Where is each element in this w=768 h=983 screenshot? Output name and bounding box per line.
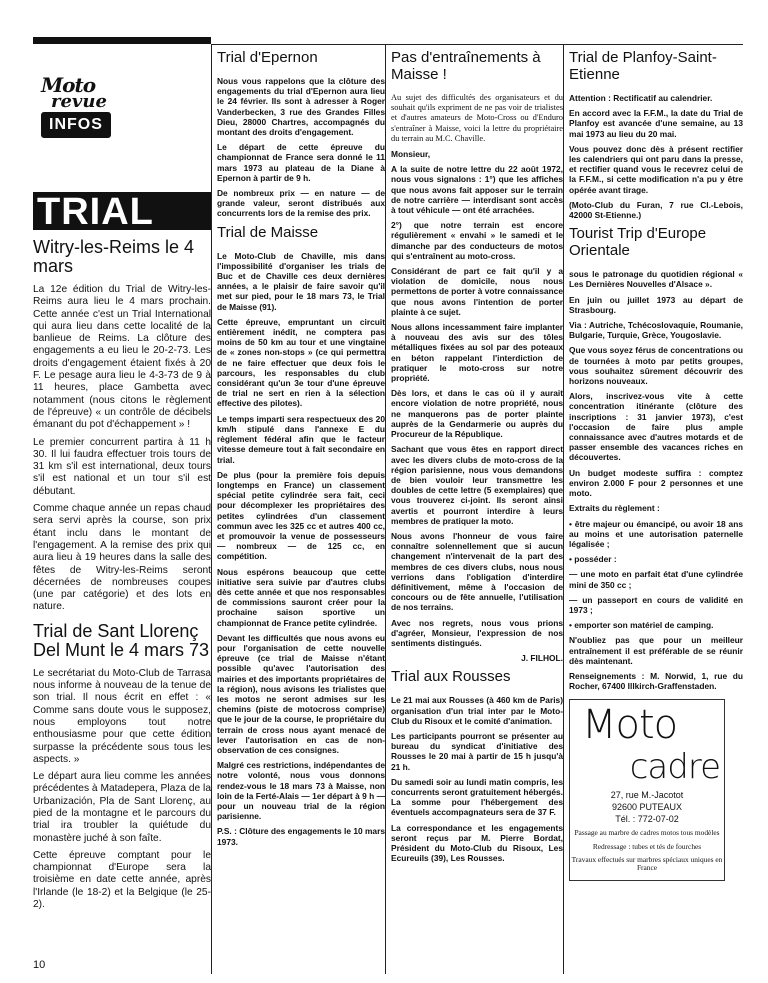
moto-cadre-ad: [569, 699, 725, 881]
tourist-para: Alors, inscrivez-vous vite à cette concentration itinérante (clôture des inscriptions : 31 janvier 1973), c'est l'occasion de faire plus ample connaissance avec d'autres motards et de passer ensemble des vacances riches en découvertes.: [569, 391, 743, 463]
epernon-para: Le départ de cette épreuve du championnat de France sera donné le 11 mars 1973 au plateau de la Diane à Epernon à partir de 9 h.: [217, 142, 385, 183]
tourist-para: En juin ou juillet 1973 au départ de Strasbourg.: [569, 294, 743, 315]
trial-banner: [33, 191, 211, 233]
pas-letter: [391, 149, 563, 663]
ad-line-2: Redressage : tubes et tés de fourches: [592, 841, 702, 851]
maisse-para: De plus (pour la première fois depuis longtemps en France) un classement spécial petite cylindrée sera fait, ceci pour décomplexer les propriétaires des petites cylindrées d'un classement commun avec les 325 cc et autres 400 cc, et promouvoir la venue de possesseurs — nombreux — de 125 cc, en compétition.: [217, 469, 385, 562]
planfoy-para: En accord avec la F.F.M., la date du Trial de Planfoy est avancée d'une semaine, au 13 mai 1973 au lieu du 20 mai.: [569, 108, 743, 139]
logo-line-3: INFOS: [41, 112, 111, 138]
epernon-para: Nous vous rappelons que la clôture des engagements du trial d'Epernon aura lieu le 24 février. Ils sont à adresser à Roger Vanderbecken, 3 rue des Grandes Filles Dieu, 28000 Chartres, accompagnés du montant des droits d'engagement.: [217, 76, 385, 138]
ad-brand-line-1: Moto: [582, 702, 678, 749]
column-3: [385, 44, 563, 974]
maisse-para: P.S. : Clôture des engagements le 10 mars 1973.: [217, 826, 385, 847]
logo-line-1: Moto: [41, 73, 96, 97]
tourist-para: — une moto en parfait état d'une cylindrée mini de 350 cc ;: [569, 569, 743, 590]
ad-brand: [570, 704, 724, 788]
maisse-para: Cette épreuve, empruntant un circuit entièrement inédit, ne comptera pas moins de 50 km au tour et une vingtaine de « zones non-stops » (ce qui permettra de ne faire effectuer que deux fois le parcours, les responsables du club considérant qu'un 3e tour d'une épreuve de trial ne sert en rien à la sélection effective des pilotes).: [217, 316, 385, 409]
ad-address-1: 27, rue M.-Jacotot: [610, 790, 684, 801]
tourist-para: Renseignements : M. Norwid, 1, rue du Rocher, 67400 Illkirch-Graffenstaden.: [569, 670, 743, 692]
tourist-para: Que vous soyez férus de concentrations ou de tournées à moto par petits groupes, vous souhaitez sûrement découvrir des horizons nouveaux.: [569, 345, 743, 387]
pas-para: A la suite de notre lettre du 22 août 1972, nous vous signalons : 1°) que les affiches que nous avons fait apposer sur le terrain de notre carrière — interdisant sont accès à tout véhicule — ont été arrachées.: [391, 164, 563, 216]
tourist-title: Tourist Trip d'Europe Orientale: [569, 225, 707, 260]
column-1: [33, 44, 211, 974]
logo-line-2: revue: [51, 91, 107, 112]
ad-telephone: Tél. : 772-07-02: [615, 814, 679, 825]
column-4: [563, 44, 743, 974]
witry-para: Comme chaque année un repas chaud sera servi après la course, son prix étant inclu dans le montant de l'engagement. A la remise des prix qui aura lieu à 19 heures dans la salle des fêtes de Witry-les-Reims seront décernées de nombreuses coupes (une par catégorie) et des lots en nature.: [33, 503, 211, 613]
column-2: [211, 44, 385, 974]
maisse-para: Nous espérons beaucoup que cette initiative sera suivie par d'autres clubs dès cette année et que nos responsables de commissions sauront créer pour la prochaine saison sportive un championnat de France petite cylindrée.: [217, 566, 385, 628]
rousses-para: Le 21 mai aux Rousses (à 460 km de Paris) organisation d'un trial inter par le Moto-Club du Risoux et le comité d'animation.: [391, 695, 563, 726]
maisse-body: [217, 251, 385, 847]
tourist-para: • être majeur ou émancipé, ou avoir 18 ans au moins et une autorisation paternelle légalisée ;: [569, 518, 743, 549]
pas-intro: [391, 93, 563, 144]
rousses-para: La correspondance et les engagements seront reçus par M. Pierre Bordat, Président du Moto-Club du Risoux, Les Ecureuils (39), Les Rousses.: [391, 822, 563, 864]
pas-title: Pas d'entraînements à Maisse !: [391, 49, 541, 83]
witry-para: La 12e édition du Trial de Witry-les-Reims aura lieu le 4 mars prochain. Cette année c'est un Trial International qui aura lieu dans cette localité de la banlieue de Reims. La clôture des engagements a eu lieu le 20-2-73. Les droits d'engagement étaient fixés à 20 F. Le pesage aura lieu le 4-3-73 de 9 à 11 heures, place Gambetta avec notamment (nous citons le règlement de l'épreuve) « un contrôle de décibels émanant du pot d'échappement » !: [33, 284, 211, 431]
top-rule: [33, 37, 211, 44]
llorenc-para: Le secrétariat du Moto-Club de Tarrasa nous informe à nouveau de la tenue de son trial. Il nous écrit en effet : « Comme sans doute vous le supposez, nous employons tout notre enthousiasme pour que cette édition surpasse la précédente sous tous les aspects. »: [33, 667, 211, 765]
rousses-body: [391, 695, 563, 863]
llorenc-para: Le départ aura lieu comme les années précédentes à Matadepera, Plaza de la Urbanización, Pla de Sant Llorenç, au pied de la montagne et le parcours du trial ira troubler la quiétude du monastère juché à son faîte.: [33, 771, 211, 844]
tourist-para: — un passeport en cours de validité en 1973 ;: [569, 594, 743, 615]
pas-intro-text: Au sujet des difficultés des organisateurs et du souhait qu'ils expriment de ne pas voir de trialistes et d'autres amateurs de Moto-Cross ou d'Enduro s'entraîner à Maisse, voici la lettre du propriétaire du terrain au M.C. Chaville.: [391, 93, 563, 143]
llorenc-para: Cette épreuve comptant pour le championnat d'Europe sera la troisième en date cette année, après l'Irlande (le 18-2) et la Belgique (le 25-2).: [33, 849, 211, 911]
pas-para: Avec nos regrets, nous vous prions d'agréer, Monsieur, l'expression de nos sentiments distingués.: [391, 617, 563, 648]
pas-para: Sachant que vous êtes en rapport direct avec les divers clubs de moto-cross de la région parisienne, nous vous demandons de bien vouloir leur transmettre les doubles de cette lettre (5 exemplaires) que vous trouverez ci-joint. Ils seront ainsi avertis et pourront interdire à leurs membres de pratiquer la moto.: [391, 444, 563, 526]
pas-signature: J. FILHOL.: [521, 653, 563, 664]
epernon-para: De nombreux prix — en nature — de grande valeur, seront distribués aux concurrents lors de la remise des prix.: [217, 188, 385, 219]
ad-line-3: Travaux effectués sur marbres spéciaux uniques en France: [571, 854, 723, 872]
witry-body: [33, 284, 211, 614]
pas-para: Considérant de part ce fait qu'il y a violation de domicile, nous nous permettons de porter à votre connaissance que nous avons l'intention de porter plainte à ce sujet.: [391, 266, 563, 317]
maisse-para: Le temps imparti sera respectueux des 20 km/h stipulé dans l'annexe E du règlement fédéral afin que le facteur vitesse demeure tout à fait secondaire en trial.: [217, 413, 385, 465]
rousses-para: Du samedi soir au lundi matin compris, les concurrents seront gratuitement hébergés. La somme pour l'hébergement des éventuels accompagnateurs sera de 37 F.: [391, 776, 563, 818]
trial-banner-text: TRIAL: [37, 191, 154, 233]
tourist-para: Via : Autriche, Tchécoslovaquie, Roumanie, Bulgarie, Turquie, Grèce, Yougoslavie.: [569, 320, 743, 341]
tourist-para: sous le patronage du quotidien régional « Les Dernières Nouvelles d'Alsace ».: [569, 269, 743, 290]
maisse-para: Devant les difficultés que nous avons eu pour l'organisation de cette nouvelle épreuve (ce trial de Maisse n'étant possible qu'avec l'autorisation des mairies et des importants propriétaires de la région), nous avisons les trialistes que les motos ne seront admises sur les chemins (piste de motocross comprise) que le jour de la course, le propriétaire du terrain de cross nous ayant menacé de lever l'autorisation en cas de non-observation de ces consignes.: [217, 632, 385, 755]
moto-revue-infos-logo: [41, 73, 127, 148]
maisse-title: Trial de Maisse: [217, 223, 319, 241]
planfoy-para: Attention : Rectificatif au calendrier.: [569, 93, 713, 103]
llorenc-title: Trial de Sant Llorenç Del Munt le 4 mars 73: [33, 620, 210, 660]
ad-address-2: 92600 PUTEAUX: [611, 802, 683, 813]
page-number: 10: [33, 959, 46, 971]
pas-para: Nous avons l'honneur de vous faire connaître solennellement que si aucun changement n'intervenait de la part des membres de ces divers clubs, nous nous verrions dans l'obligation d'interdire définitivement, même à l'occasion de concours ou de fête annuelle, l'utilisation de nos terrains.: [391, 530, 563, 613]
epernon-title: Trial d'Epernon: [217, 49, 318, 66]
planfoy-para: (Moto-Club du Furan, 7 rue Cl.-Lebois, 42000 St-Etienne.): [569, 199, 743, 221]
planfoy-title: Trial de Planfoy-Saint-Etienne: [569, 49, 717, 83]
planfoy-body: [569, 93, 743, 220]
tourist-para: Un budget modeste suffira : comptez environ 2.000 F pour 2 personnes et une moto.: [569, 467, 743, 499]
maisse-para: Malgré ces restrictions, indépendantes de notre volonté, nous vous donnons rendez-vous le 18 mars 73 à Maisse, non loin de la Ferté-Alais — 1er départ à 9 h — pour un nouveau trial de la région parisienne.: [217, 760, 385, 822]
epernon-body: [217, 76, 385, 219]
maisse-para: Le Moto-Club de Chaville, mis dans l'impossibilité d'organiser les trials de Buc et de Chaville ces deux dernières années, a le plaisir de faire savoir qu'il met sur pied, pour le 18 mars 73, le Trial de Maisse (91).: [217, 250, 385, 312]
tourist-para: • posséder :: [569, 554, 617, 565]
pas-para: 2°) que notre terrain est encore régulièrement « envahi » le samedi et le dimanche par des conducteurs de motos qui s'entraînent au moto-cross.: [391, 220, 563, 261]
pas-para: Dès lors, et dans le cas où il y aurait encore violation de notre propriété, nous ne manquerons pas de porter plainte auprès de la Gendarmerie ou auprès du Procureur de la République.: [391, 388, 563, 440]
llorenc-body: [33, 668, 211, 912]
pas-para: Monsieur,: [391, 149, 431, 160]
tourist-para: N'oubliez pas que pour un meilleur entraînement il est préférable de se réunir dès maintenant.: [569, 635, 743, 666]
ad-line-1: Passage au marbre de cadres motos tous modèles: [574, 828, 720, 838]
tourist-body: [569, 269, 743, 691]
tourist-para: • emporter son matériel de camping.: [569, 620, 714, 631]
rousses-title: Trial aux Rousses: [391, 668, 511, 686]
witry-title: Witry-les-Reims le 4 mars: [33, 237, 195, 276]
tourist-para: Extraits du règlement :: [569, 503, 660, 514]
ad-brand-line-2: cadre: [629, 747, 720, 788]
planfoy-para: Vous pouvez donc dès à présent rectifier les calendriers qui ont paru dans la presse, et rectifier quand vous le recevrez celui de la F.F.M., si cette modification n'a pu y être opérée avant tirage.: [569, 143, 743, 195]
pas-para: Nous allons incessamment faire implanter à nouveau des avis sur des tôles métalliques fixées au sol par des poteaux en béton rappelant l'interdiction de pratiquer le moto-cross sur notre propriété.: [391, 322, 563, 384]
witry-para: Le premier concurrent partira à 11 h 30. Il lui faudra effectuer trois tours de 31 km s'il est international, deux tours s'il est national et un tour s'il est débutant.: [33, 436, 211, 497]
rousses-para: Les participants pourront se présenter au bureau du syndicat d'initiative des Rousses le 20 mai à partir de 15 h jusqu'à 21 h.: [391, 730, 563, 772]
